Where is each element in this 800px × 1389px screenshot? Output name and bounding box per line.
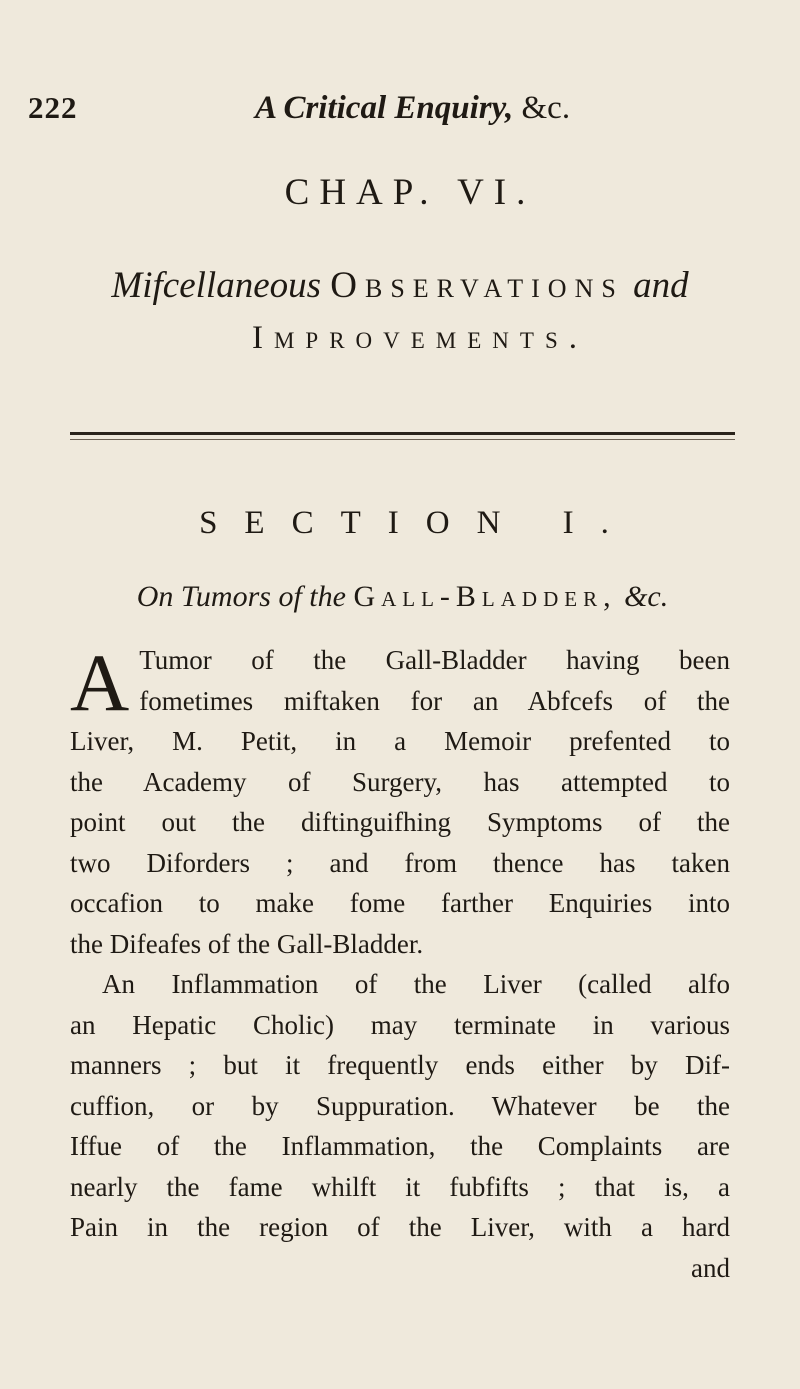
section-heading: SECTION I. <box>199 505 636 541</box>
text-line: Pain in the region of the Liver, with a hard <box>70 1212 730 1242</box>
running-title-text: A Critical Enquiry, <box>255 90 514 126</box>
text-line: Iffue of the Inflammation, the Complaints are <box>70 1131 730 1161</box>
page-number: 222 <box>28 90 78 125</box>
text-line: an Hepatic Cholic) may terminate in various <box>70 1009 730 1040</box>
section-subtitle-caps: Gall-Bladder, <box>353 580 617 613</box>
text-line: two Diforders ; and from thence has taken <box>70 847 730 878</box>
text-line: fometimes miftaken for an Abfcefs of the <box>139 685 730 716</box>
chapter-subtitle-caps: Observations <box>330 265 624 306</box>
drop-cap: A <box>70 637 130 728</box>
text-line: point out the diftinguifhing Symptoms of the <box>70 807 730 837</box>
running-title-suffix: &c. <box>521 90 571 126</box>
section-subtitle <box>0 580 800 614</box>
text-line: the Difeafes of the Gall-Bladder. <box>70 928 424 959</box>
text-line: Liver, M. Petit, in a Memoir prefented to <box>70 726 730 756</box>
chapter-subtitle-and: and <box>633 265 689 306</box>
text-line: occafion to make fome farther Enquiries into <box>70 888 730 918</box>
text-line: the Academy of Surgery, has attempted to <box>70 766 730 797</box>
text-line: Tumor of the Gall-Bladder having been <box>139 645 730 675</box>
text-line: An Inflammation of the Liver (called alfo <box>102 969 730 999</box>
catchword: and <box>691 1252 730 1283</box>
body-text <box>70 637 730 1288</box>
running-title <box>255 90 570 127</box>
section-subtitle-etc: &c. <box>624 580 669 613</box>
chapter-subtitle-line1 <box>0 264 800 307</box>
chapter-heading: CHAP. VI. <box>284 172 536 213</box>
horizontal-rule <box>70 432 735 440</box>
running-head <box>0 90 800 130</box>
text-line: nearly the fame whilft it fubfifts ; that is, a <box>70 1171 730 1202</box>
chapter-subtitle-italic: Mifcellaneous <box>111 265 322 306</box>
chapter-subtitle-line2: Improvements. <box>251 320 589 356</box>
text-line: cuffion, or by Suppuration. Whatever be the <box>70 1090 730 1121</box>
section-subtitle-italic: On Tumors of the <box>136 580 346 613</box>
text-line: manners ; but it frequently ends either by Dif- <box>70 1050 730 1080</box>
